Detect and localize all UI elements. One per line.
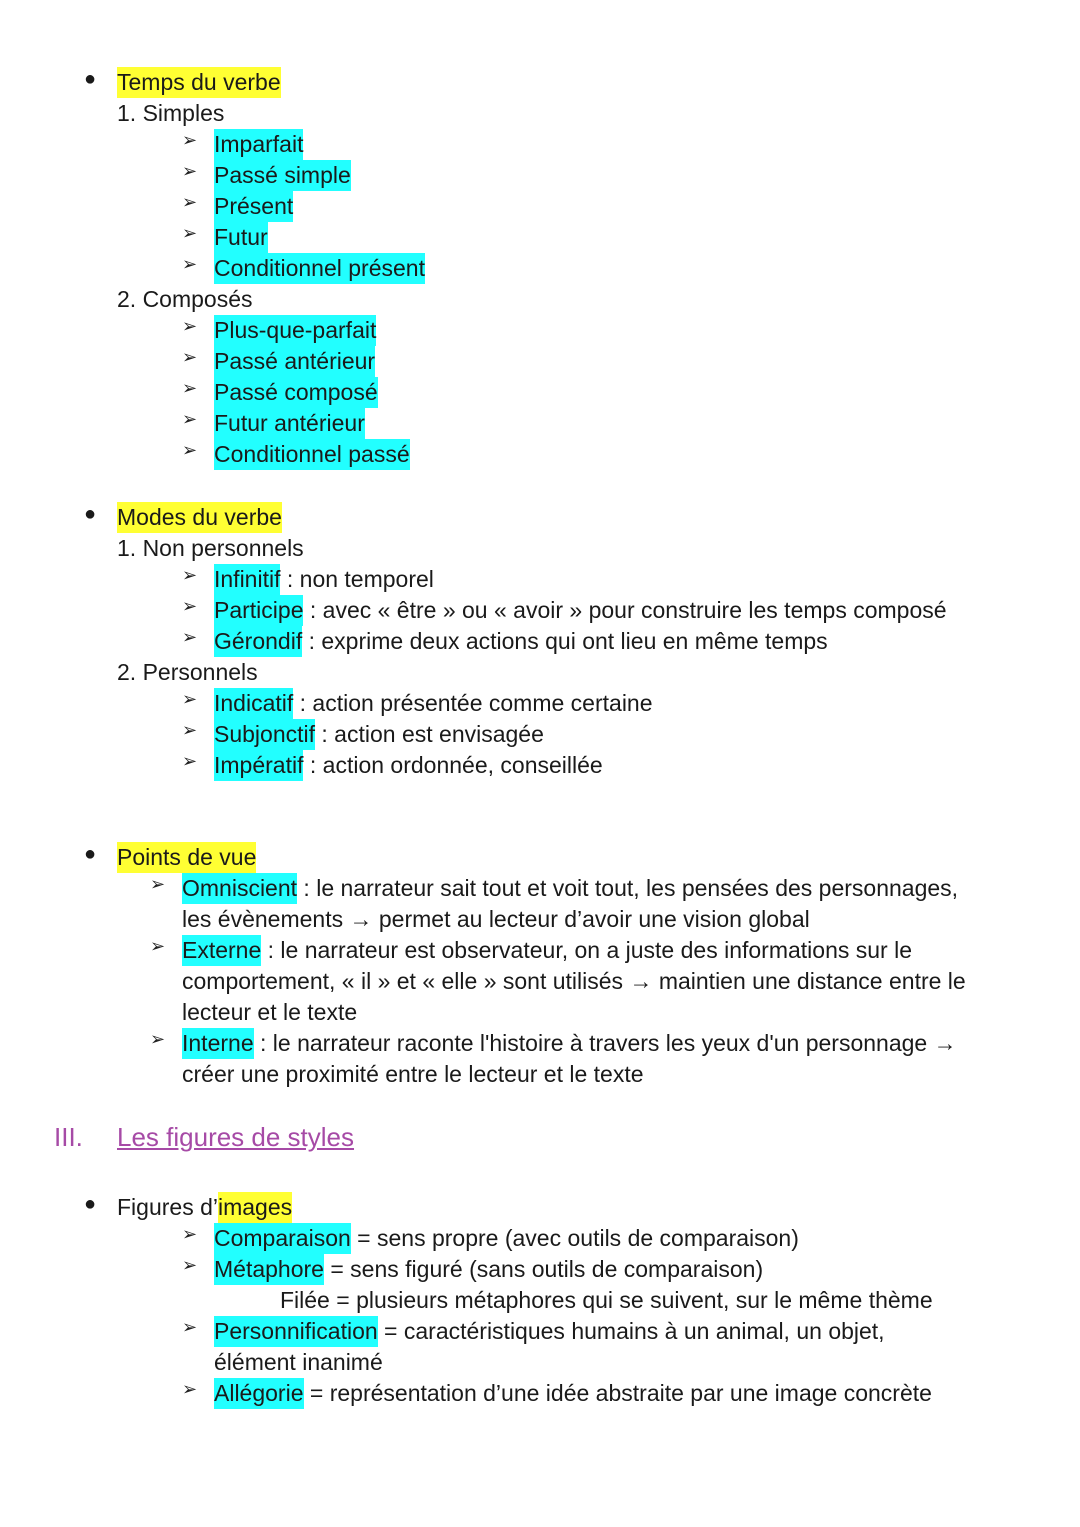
arrow-bullet-icon: ➢ <box>182 130 198 150</box>
simples-item: Présent <box>214 191 293 222</box>
arrow-bullet-icon: ➢ <box>182 627 198 647</box>
mode-item: Subjonctif : action est envisagée <box>214 719 544 750</box>
simples-item: Imparfait <box>214 129 303 160</box>
arrow-bullet-icon: ➢ <box>182 347 198 367</box>
arrow-bullet-icon: ➢ <box>150 874 166 894</box>
mode-item: Gérondif : exprime deux actions qui ont lieu en même temps <box>214 626 828 657</box>
non-personnels-label: 1. Non personnels <box>117 535 304 561</box>
points-title: Points de vue <box>117 842 256 873</box>
arrow-bullet-icon: ➢ <box>182 378 198 398</box>
arrow-bullet-icon: ➢ <box>182 1379 198 1399</box>
arrow-bullet-icon: ➢ <box>182 751 198 771</box>
arrow-bullet-icon: ➢ <box>182 720 198 740</box>
point-omniscient: Omniscient : le narrateur sait tout et voit tout, les pensées des personnages, <box>182 873 958 904</box>
point-externe: Externe : le narrateur est observateur, on a juste des informations sur le <box>182 935 912 966</box>
arrow-bullet-icon: ➢ <box>182 440 198 460</box>
arrow-bullet-icon: ➢ <box>150 1029 166 1049</box>
figure-comparaison: Comparaison = sens propre (avec outils de comparaison) <box>214 1223 799 1254</box>
temps-title: Temps du verbe <box>117 67 281 98</box>
simples-label: 1. Simples <box>117 100 225 126</box>
point-omniscient-cont: les évènements → permet au lecteur d’avoir une vision global <box>182 906 810 932</box>
arrow-bullet-icon: ➢ <box>182 316 198 336</box>
arrow-bullet-icon: ➢ <box>182 596 198 616</box>
mode-item: Impératif : action ordonnée, conseillée <box>214 750 603 781</box>
mode-item: Infinitif : non temporel <box>214 564 434 595</box>
arrow-bullet-icon: ➢ <box>182 192 198 212</box>
arrow-bullet-icon: ➢ <box>182 1255 198 1275</box>
composes-item: Passé composé <box>214 377 378 408</box>
simples-item: Conditionnel présent <box>214 253 425 284</box>
section-number: III. <box>54 1122 83 1152</box>
arrow-bullet-icon: ➢ <box>150 936 166 956</box>
composes-item: Passé antérieur <box>214 346 375 377</box>
simples-item: Futur <box>214 222 268 253</box>
figure-personnification: Personnification = caractéristiques humains à un animal, un objet, <box>214 1316 885 1347</box>
section-title: Les figures de styles <box>117 1122 355 1152</box>
simples-item: Passé simple <box>214 160 351 191</box>
bullet-dot-icon: ● <box>84 843 97 865</box>
composes-item: Plus-que-parfait <box>214 315 376 346</box>
mode-item: Indicatif : action présentée comme certaine <box>214 688 653 719</box>
point-externe-cont: comportement, « il » et « elle » sont utilisés → maintien une distance entre le <box>182 968 966 994</box>
arrow-bullet-icon: ➢ <box>182 689 198 709</box>
arrow-bullet-icon: ➢ <box>182 223 198 243</box>
bullet-dot-icon: ● <box>84 503 97 525</box>
arrow-bullet-icon: ➢ <box>182 254 198 274</box>
point-externe-cont: lecteur et le texte <box>182 999 358 1025</box>
arrow-bullet-icon: ➢ <box>182 565 198 585</box>
figure-metaphore: Métaphore = sens figuré (sans outils de comparaison) <box>214 1254 763 1285</box>
arrow-bullet-icon: ➢ <box>182 161 198 181</box>
arrow-bullet-icon: ➢ <box>182 1317 198 1337</box>
mode-item: Participe : avec « être » ou « avoir » pour construire les temps composé <box>214 595 947 626</box>
personnels-label: 2. Personnels <box>117 659 258 685</box>
figures-title: Figures d’images <box>117 1192 292 1223</box>
bullet-dot-icon: ● <box>84 68 97 90</box>
composes-label: 2. Composés <box>117 286 253 312</box>
modes-title: Modes du verbe <box>117 502 282 533</box>
composes-item: Conditionnel passé <box>214 439 410 470</box>
arrow-bullet-icon: ➢ <box>182 409 198 429</box>
figure-personnification-cont: élément inanimé <box>214 1349 383 1375</box>
figure-metaphore-filee: Filée = plusieurs métaphores qui se suivent, sur le même thème <box>280 1287 933 1313</box>
arrow-bullet-icon: ➢ <box>182 1224 198 1244</box>
point-interne-cont: créer une proximité entre le lecteur et le texte <box>182 1061 644 1087</box>
composes-item: Futur antérieur <box>214 408 365 439</box>
point-interne: Interne : le narrateur raconte l'histoire à travers les yeux d'un personnage → <box>182 1028 957 1059</box>
figure-allegorie: Allégorie = représentation d’une idée abstraite par une image concrète <box>214 1378 932 1409</box>
bullet-dot-icon: ● <box>84 1193 97 1215</box>
